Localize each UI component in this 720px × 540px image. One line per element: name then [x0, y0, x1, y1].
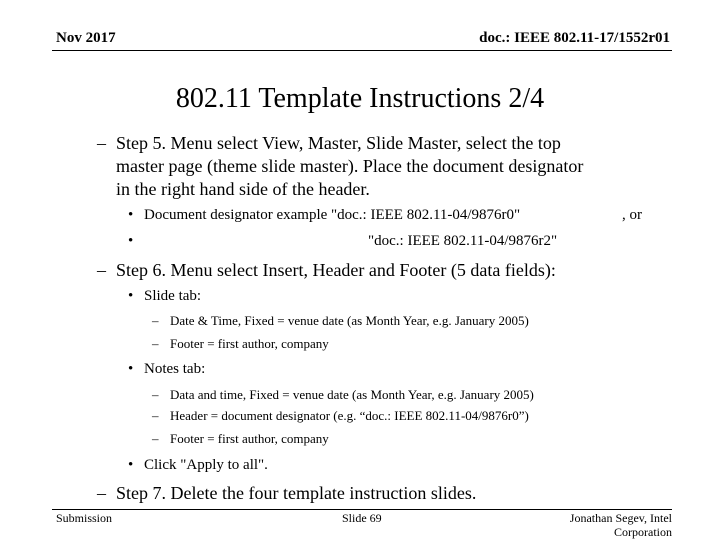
- slide-tab-label: Slide tab:: [144, 288, 202, 304]
- step5-bullet-1-suffix: , or: [622, 207, 642, 223]
- step5-bullet-2-marker: •: [128, 233, 134, 249]
- slide-tab-marker: •: [128, 288, 134, 304]
- notes-tab-item-1-dash: –: [152, 387, 159, 402]
- step5-line-1: Step 5. Menu select View, Master, Slide Master, select the top: [116, 133, 561, 153]
- apply-marker: •: [128, 457, 134, 473]
- apply-text: Click "Apply to all".: [144, 457, 268, 473]
- footer-submission: Submission: [56, 511, 113, 525]
- step5-bullet-1-text: Document designator example "doc.: IEEE 802.11-04/9876r0": [144, 207, 521, 223]
- notes-tab-item-1: Data and time, Fixed = venue date (as Month Year, e.g. January 2005): [170, 387, 534, 402]
- footer-author-line-1: Jonathan Segev, Intel: [569, 511, 672, 525]
- step5-bullet-1-marker: •: [128, 207, 134, 223]
- footer-author-line-2: Corporation: [614, 525, 672, 539]
- notes-tab-marker: •: [128, 361, 134, 377]
- slide-tab-item-1: Date & Time, Fixed = venue date (as Month Year, e.g. January 2005): [170, 313, 529, 328]
- step5-bullet-2-text: "doc.: IEEE 802.11-04/9876r2": [368, 233, 558, 249]
- notes-tab-item-2: Header = document designator (e.g. “doc.: IEEE 802.11-04/9876r0”): [170, 408, 529, 423]
- step6-text: Step 6. Menu select Insert, Header and Footer (5 data fields):: [116, 260, 556, 280]
- notes-tab-label: Notes tab:: [144, 361, 206, 377]
- step6-dash: –: [97, 260, 106, 280]
- header-date: Nov 2017: [56, 30, 116, 46]
- notes-tab-item-3: Footer = first author, company: [170, 431, 329, 446]
- slide-tab-item-2-dash: –: [152, 336, 159, 351]
- header-rule: [52, 50, 672, 51]
- step5-line-2: master page (theme slide master). Place the document designator: [116, 156, 584, 176]
- footer-author: [570, 511, 672, 539]
- footer-rule: [52, 509, 672, 510]
- step5-line-3: in the right hand side of the header.: [116, 179, 370, 199]
- slide-tab-item-2: Footer = first author, company: [170, 336, 329, 351]
- slide-title: 802.11 Template Instructions 2/4: [175, 83, 545, 114]
- footer-slide-number: Slide 69: [342, 511, 382, 525]
- step7-dash: –: [97, 483, 106, 503]
- slide-tab-item-1-dash: –: [152, 313, 159, 328]
- header-doc-id: doc.: IEEE 802.11-17/1552r01: [479, 30, 670, 46]
- notes-tab-item-2-dash: –: [152, 408, 159, 423]
- notes-tab-item-3-dash: –: [152, 431, 159, 446]
- step7-text: Step 7. Delete the four template instruction slides.: [116, 483, 477, 503]
- step5-dash: –: [97, 133, 106, 153]
